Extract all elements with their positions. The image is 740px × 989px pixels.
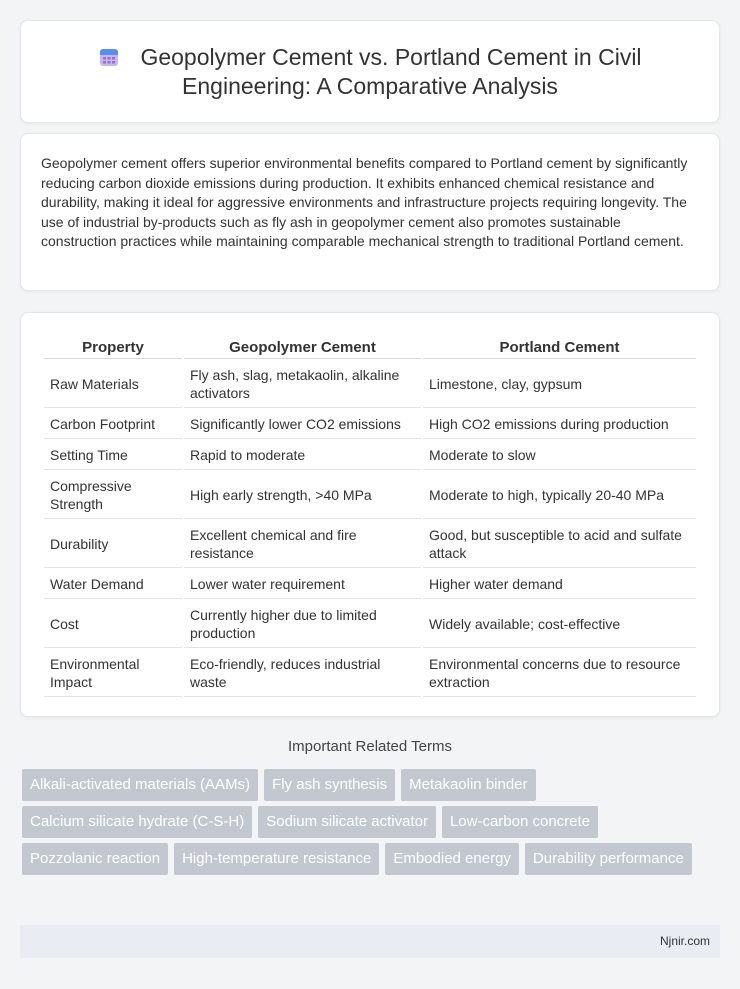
related-terms-list <box>22 769 722 875</box>
title-card <box>20 20 720 123</box>
column-header-portland: Portland Cement <box>423 335 696 359</box>
intro-card <box>20 133 720 291</box>
table-row <box>44 410 696 439</box>
table-row <box>44 472 696 519</box>
intro-paragraph: Geopolymer cement offers superior environmental benefits compared to Portland cement by significantly reducing carbon dioxide emissions during production. It exhibits enhanced chemical resistance and durability, making it ideal for aggressive environments and infrastructure projects requiring longevity. The use of industrial by-products such as fly ash in geopolymer cement also promotes sustainable construction practices while maintaining comparable mechanical strength to traditional Portland cement. <box>41 155 688 249</box>
portland-cell: Environmental concerns due to resource extraction <box>423 650 696 697</box>
footer-site-link[interactable]: Njnir.com <box>659 934 710 948</box>
table-header-row <box>44 335 696 359</box>
related-term-tag[interactable]: Alkali-activated materials (AAMs) <box>22 769 258 801</box>
property-cell: Environmental Impact <box>44 650 182 697</box>
geopolymer-cell: Significantly lower CO2 emissions <box>184 410 421 439</box>
table-row <box>44 570 696 599</box>
footer <box>20 925 720 958</box>
related-term-tag[interactable]: Metakaolin binder <box>401 769 535 801</box>
table-row <box>44 521 696 568</box>
property-cell: Cost <box>44 601 182 648</box>
property-cell: Carbon Footprint <box>44 410 182 439</box>
geopolymer-cell: Currently higher due to limited production <box>184 601 421 648</box>
related-term-tag[interactable]: Calcium silicate hydrate (C-S-H) <box>22 806 252 838</box>
comparison-table-card <box>20 312 720 717</box>
related-term-tag[interactable]: High-temperature resistance <box>174 843 379 875</box>
column-header-property: Property <box>44 335 182 359</box>
related-term-tag[interactable]: Embodied energy <box>385 843 519 875</box>
related-term-tag[interactable]: Durability performance <box>525 843 692 875</box>
comparison-table <box>42 333 698 699</box>
related-term-tag[interactable]: Sodium silicate activator <box>258 806 436 838</box>
portland-cell: Widely available; cost-effective <box>423 601 696 648</box>
table-row <box>44 361 696 408</box>
property-cell: Compressive Strength <box>44 472 182 519</box>
portland-cell: High CO2 emissions during production <box>423 410 696 439</box>
geopolymer-cell: Excellent chemical and fire resistance <box>184 521 421 568</box>
calendar-icon <box>98 46 120 68</box>
portland-cell: Moderate to slow <box>423 441 696 470</box>
page-title <box>61 43 679 101</box>
property-cell: Durability <box>44 521 182 568</box>
portland-cell: Limestone, clay, gypsum <box>423 361 696 408</box>
page-title-text: Geopolymer Cement vs. Portland Cement in Civil Engineering: A Comparative Analysis <box>140 43 642 99</box>
geopolymer-cell: Rapid to moderate <box>184 441 421 470</box>
geopolymer-cell: High early strength, >40 MPa <box>184 472 421 519</box>
portland-cell: Moderate to high, typically 20-40 MPa <box>423 472 696 519</box>
column-header-geopolymer: Geopolymer Cement <box>184 335 421 359</box>
table-row <box>44 650 696 697</box>
property-cell: Raw Materials <box>44 361 182 408</box>
related-term-tag[interactable]: Pozzolanic reaction <box>22 843 168 875</box>
related-terms-heading: Important Related Terms <box>288 738 452 755</box>
property-cell: Setting Time <box>44 441 182 470</box>
table-row <box>44 441 696 470</box>
related-term-tag[interactable]: Fly ash synthesis <box>264 769 395 801</box>
geopolymer-cell: Fly ash, slag, metakaolin, alkaline activators <box>184 361 421 408</box>
table-row <box>44 601 696 648</box>
related-term-tag[interactable]: Low-carbon concrete <box>442 806 598 838</box>
geopolymer-cell: Eco-friendly, reduces industrial waste <box>184 650 421 697</box>
geopolymer-cell: Lower water requirement <box>184 570 421 599</box>
portland-cell: Higher water demand <box>423 570 696 599</box>
property-cell: Water Demand <box>44 570 182 599</box>
portland-cell: Good, but susceptible to acid and sulfate attack <box>423 521 696 568</box>
